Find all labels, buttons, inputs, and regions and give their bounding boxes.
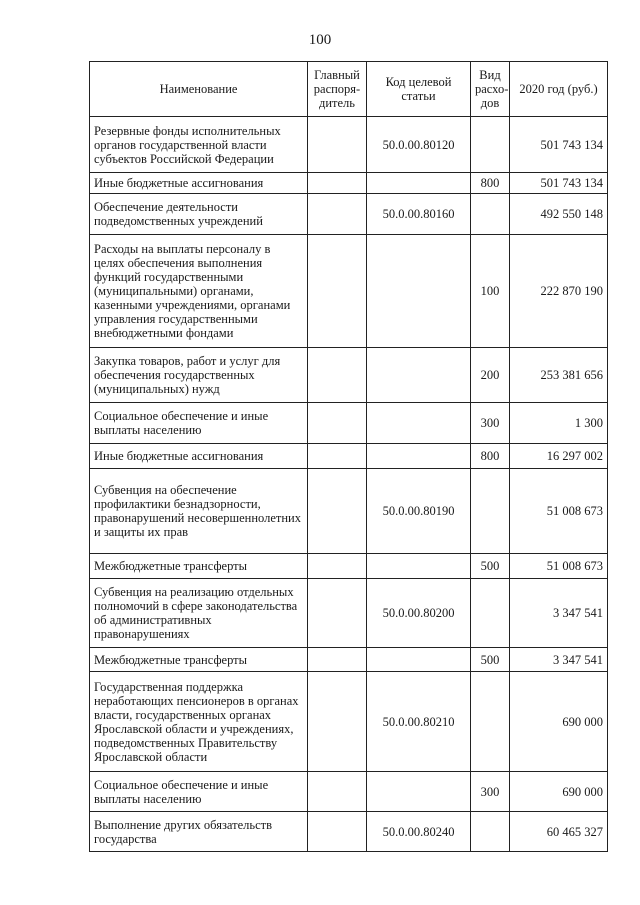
row-type: 300: [471, 403, 510, 444]
row-type: 300: [471, 772, 510, 812]
row-name: Государственная поддержка неработающих пенсионеров в органах власти, государственных органах Ярославской области и учреждениях, подведомственных Правительству Ярославской области: [90, 672, 308, 772]
row-type: [471, 117, 510, 173]
table-row: [90, 117, 608, 173]
row-manager: [308, 554, 367, 579]
row-amount: 1 300: [510, 403, 608, 444]
row-code: [367, 403, 471, 444]
row-type: 800: [471, 444, 510, 469]
row-code: [367, 444, 471, 469]
row-manager: [308, 173, 367, 194]
row-name: Выполнение других обязательств государства: [90, 812, 308, 852]
row-amount: 253 381 656: [510, 348, 608, 403]
row-type: 500: [471, 648, 510, 672]
row-name: Социальное обеспечение и иные выплаты населению: [90, 772, 308, 812]
row-type: [471, 194, 510, 235]
row-amount: 690 000: [510, 772, 608, 812]
row-code: 50.0.00.80200: [367, 579, 471, 648]
row-code: 50.0.00.80190: [367, 469, 471, 554]
row-type: 100: [471, 235, 510, 348]
row-manager: [308, 812, 367, 852]
row-manager: [308, 235, 367, 348]
table-row: [90, 772, 608, 812]
header-type: Вид расхо-дов: [471, 62, 510, 117]
row-name: Субвенция на реализацию отдельных полномочий в сфере законодательства об административных правонарушениях: [90, 579, 308, 648]
row-name: Обеспечение деятельности подведомственных учреждений: [90, 194, 308, 235]
row-type: 200: [471, 348, 510, 403]
row-manager: [308, 579, 367, 648]
table-row: [90, 554, 608, 579]
row-manager: [308, 194, 367, 235]
row-amount: 492 550 148: [510, 194, 608, 235]
header-amount: 2020 год (руб.): [510, 62, 608, 117]
row-code: [367, 554, 471, 579]
row-name: Иные бюджетные ассигнования: [90, 444, 308, 469]
row-code: [367, 772, 471, 812]
row-manager: [308, 348, 367, 403]
table-row: [90, 672, 608, 772]
row-manager: [308, 117, 367, 173]
table-body: [90, 117, 608, 852]
row-code: [367, 348, 471, 403]
row-name: Резервные фонды исполнительных органов государственной власти субъектов Российской Федерации: [90, 117, 308, 173]
header-name: Наименование: [90, 62, 308, 117]
table-row: [90, 444, 608, 469]
row-code: 50.0.00.80160: [367, 194, 471, 235]
table-row: [90, 194, 608, 235]
row-type: [471, 579, 510, 648]
row-amount: 222 870 190: [510, 235, 608, 348]
row-amount: 501 743 134: [510, 173, 608, 194]
row-manager: [308, 648, 367, 672]
row-amount: 3 347 541: [510, 648, 608, 672]
row-type: 800: [471, 173, 510, 194]
header-code: Код целевой статьи: [367, 62, 471, 117]
row-amount: 690 000: [510, 672, 608, 772]
row-manager: [308, 444, 367, 469]
row-type: [471, 469, 510, 554]
row-manager: [308, 469, 367, 554]
row-code: [367, 235, 471, 348]
table-row: [90, 469, 608, 554]
row-code: 50.0.00.80120: [367, 117, 471, 173]
row-name: Субвенция на обеспечение профилактики безнадзорности, правонарушений несовершеннолетних и защиты их прав: [90, 469, 308, 554]
table-row: [90, 173, 608, 194]
row-name: Межбюджетные трансферты: [90, 554, 308, 579]
row-amount: 51 008 673: [510, 469, 608, 554]
row-name: Социальное обеспечение и иные выплаты населению: [90, 403, 308, 444]
row-manager: [308, 672, 367, 772]
table-row: [90, 235, 608, 348]
table-row: [90, 648, 608, 672]
row-amount: 16 297 002: [510, 444, 608, 469]
row-manager: [308, 403, 367, 444]
table-row: [90, 812, 608, 852]
row-type: [471, 672, 510, 772]
budget-table: [89, 61, 608, 852]
table-row: [90, 403, 608, 444]
page-number: 100: [308, 32, 332, 48]
row-amount: 51 008 673: [510, 554, 608, 579]
table-row: [90, 579, 608, 648]
table-header-row: [90, 62, 608, 117]
row-code: 50.0.00.80210: [367, 672, 471, 772]
row-code: [367, 648, 471, 672]
row-type: [471, 812, 510, 852]
row-code: 50.0.00.80240: [367, 812, 471, 852]
row-code: [367, 173, 471, 194]
row-name: Закупка товаров, работ и услуг для обеспечения государственных (муниципальных) нужд: [90, 348, 308, 403]
row-name: Межбюджетные трансферты: [90, 648, 308, 672]
row-manager: [308, 772, 367, 812]
row-name: Иные бюджетные ассигнования: [90, 173, 308, 194]
row-type: 500: [471, 554, 510, 579]
row-amount: 60 465 327: [510, 812, 608, 852]
row-amount: 3 347 541: [510, 579, 608, 648]
row-amount: 501 743 134: [510, 117, 608, 173]
table-row: [90, 348, 608, 403]
header-manager: Главный распоря-дитель: [308, 62, 367, 117]
row-name: Расходы на выплаты персоналу в целях обеспечения выполнения функций государственными (муниципальными) органами, казенными учреждениями, органами управления государственными внебюджетными фондами: [90, 235, 308, 348]
